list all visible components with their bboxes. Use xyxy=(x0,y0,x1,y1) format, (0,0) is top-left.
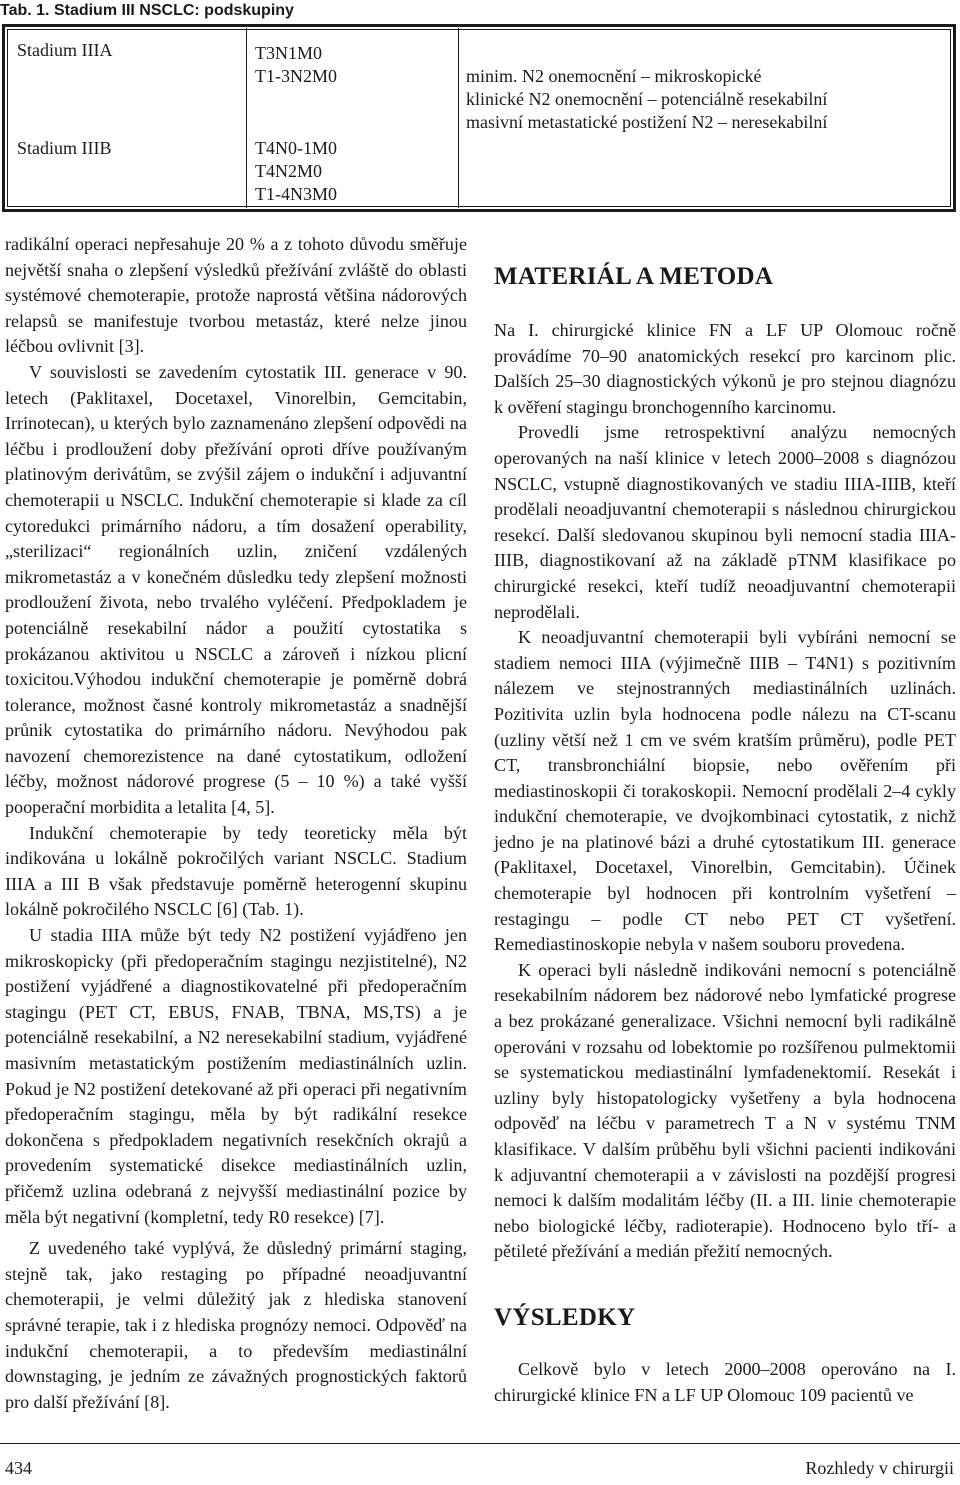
table-tnm-cell: T3N1M0 xyxy=(255,43,322,63)
table-note-cell: masivní metastatické postižení N2 – neresekabilní xyxy=(466,112,828,132)
paragraph: K neoadjuvantní chemoterapii byli vybíráni nemocní se stadiem nemoci IIIA (výjimečně IIIB – T4N1) s pozitivním nálezem ve stejnostranných mediastinálních uzlinách. Pozitivita uzlin byla hodnocena podle nálezu na CT-scanu (uzliny větší než 1 cm ve svém kratším průměru), podle PET CT, transbronchiální biopsie, nebo ověřením při mediastinoskopii či torakoskopii. Nemocní prodělali 2–4 cykly indukční chemoterapie, ve dvojkombinaci cytostatik, z nichž jedno je na platinové bázi a druhé cytostatikum III. generace (Paklitaxel, Docetaxel, Vinorelbin, Gemcitabin). Účinek chemoterapie byl hodnocen při kontrolním vyšetření – restagingu – podle CT nebo PET CT vyšetření. Remediastinoskopie nebyla v našem souboru provedena. xyxy=(494,627,956,955)
page-number: 434 xyxy=(5,1458,32,1478)
paragraph: Provedli jsme retrospektivní analýzu nemocných operovaných na naší klinice v letech 2000–2008 s diagnózou NSCLC, vstupně diagnostikovaných ve stadiu IIIA-IIIB, kteří prodělali neoadjuvantní chemoterapii s následnou chirurgickou resekcí. Další sledovanou skupinou byli nemocní stadia IIIA-IIIB, diagnostikovaní až na základě pTNM klasifikace po chirurgické resekci, kteří tudíž neoadjuvantní chemoterapii neprodělali. xyxy=(494,422,956,622)
paragraph: radikální operaci nepřesahuje 20 % a z tohoto důvodu směřuje největší snaha o zlepšení výsledků přežívání zvláště do oblasti systémové chemoterapie, protože naprostá většina nádorových relapsů se manifestuje tvorbou metastáz, které nelze jinou léčbou ovlivnit [3]. xyxy=(5,234,467,357)
right-text-column xyxy=(494,252,956,1408)
paragraph: Celkově bylo v letech 2000–2008 operováno na I. chirurgické klinice FN a LF UP Olomouc 109 pacientů ve xyxy=(494,1358,956,1405)
section-heading-results: VÝSLEDKY xyxy=(494,1303,636,1331)
paragraph: Na I. chirurgické klinice FN a LF UP Olomouc ročně provádíme 70–90 anatomických resekcí pro karcinom plic. Dalších 25–30 diagnostických výkonů je pro stejnou diagnózu k ověření stagingu bronchogenního karcinomu. xyxy=(494,320,956,417)
table-frame xyxy=(2,24,956,212)
table-divider xyxy=(458,28,459,208)
journal-name: Rozhledy v chirurgii xyxy=(805,1458,954,1478)
table-tnm-cell: T1-3N2M0 xyxy=(255,66,337,86)
paragraph: V souvislosti se zavedením cytostatik III. generace v 90. letech (Paklitaxel, Docetaxel, Vinorelbin, Gemcitabin, Irrinotecan), u kterých bylo zaznamenáno zlepšení odpovědi na léčbu i prodloužení doby přežívání oproti dříve používaným platinovým derivátům, se zvýšil zájem o indukční i adjuvantní chemoterapii u NSCLC. Indukční chemoterapie si klade za cíl cytoredukci primárního nádoru, a tím dosažení operability, „sterilizaci“ regionálních uzlin, zničení vzdálených mikrometastáz a v konečném důsledku tedy zlepšení možnosti prodloužení života, nebo trvalého vyléčení. Předpokladem je potenciálně resekabilní nádor a použití cytostatika s prokázanou aktivitou u NSCLC a zároveň i nízkou plicní toxicitou.Výhodou indukční chemoterapie je poměrně dobrá tolerance, možnost časné kontroly mikrometastáz a snadnější průnik cytostatika do primárního nádoru. Nevýhodou pak navození chemorezistence na dané cytostatikum, odložení léčby, možnost nádorové progrese (5 – 10 %) a také vyšší pooperační morbidita a letalita [4, 5]. xyxy=(5,361,467,818)
paragraph: Indukční chemoterapie by tedy teoreticky měla být indikována u lokálně pokročilých variant NSCLC. Stadium IIIA a III B však představuje poměrně heterogenní skupinu lokálně pokročilého NSCLC [6] (Tab. 1). xyxy=(5,822,467,920)
left-text-column xyxy=(5,232,467,1415)
table-tnm-cell: T4N2M0 xyxy=(255,161,322,181)
section-heading-methods: MATERIÁL A METODA xyxy=(494,263,774,290)
paragraph: Z uvedeného také vyplývá, že důsledný primární staging, stejně tak, jako restaging po případné neoadjuvantní chemoterapii, je velmi důležitý jak z hlediska stanovení správné terapie, tak i z hlediska prognózy nemoci. Odpověď na indukční chemoterapii, a to především mediastinální downstaging, je jedním ze závažných prognostických faktorů pro další přežívání [8]. xyxy=(5,1238,467,1412)
table-tnm-cell: T1-4N3M0 xyxy=(255,184,337,204)
table-caption: Tab. 1. Stadium III NSCLC: podskupiny xyxy=(0,2,294,19)
table-divider xyxy=(246,28,247,208)
paragraph: K operaci byli následně indikováni nemocní s potenciálně resekabilním nádorem bez nádorové nebo lymfatické progrese a bez prokázané generalizace. Všichni nemocní byli radikálně operováni v rozsahu od lobektomie po rozšířenou pulmektomii se systematickou mediastinální lymfadenektomií. Resekát i uzliny byly histopatologicky vyšetřeny a byla hodnocena odpověď na léčbu v parametrech T a N v systému TNM klasifikace. V dalším průběhu byli všichni pacienti indikováni k adjuvantní chemoterapii a v závislosti na pozdější progresi nemoci k dalším modalitám léčby (II. a III. linie chemoterapie nebo biologické léčby, radioterapie). Hodnoceno bylo tří- a pětileté přežívání a medián přežití nemocných. xyxy=(494,959,956,1262)
table-note-cell: klinické N2 onemocnění – potenciálně resekabilní xyxy=(466,89,828,109)
table-stage-cell: Stadium IIIB xyxy=(17,138,112,158)
table-note-cell: minim. N2 onemocnění – mikroskopické xyxy=(466,66,762,86)
table-stage-cell: Stadium IIIA xyxy=(17,40,113,60)
paragraph: U stadia IIIA může být tedy N2 postižení vyjádřeno jen mikroskopicky (při předoperačním stagingu nezjistitelné), N2 postižení vyjádřené a diagnostikovatelné při předoperačním stagingu (PET CT, EBUS, FNAB, TBNA, MS,TS) a je potenciálně resekabilní, a N2 neresekabilní stadium, vyjádřené masivním metastatickým postižením mediastinálních uzlin. Pokud je N2 postižení detekované až při operaci při negativním předoperačním stagingu, měla by být radikální resekce dokončena s předpokladem negativních resekčních okrajů a provedením systematické disekce mediastinálních uzlin, přičemž uzlina odebraná z nejvyšší mediastinální pozice by měla být negativní (kompletní, tedy R0 resekce) [7]. xyxy=(5,925,467,1227)
table-tnm-cell: T4N0-1M0 xyxy=(255,138,337,158)
footer-rule xyxy=(0,1443,960,1444)
